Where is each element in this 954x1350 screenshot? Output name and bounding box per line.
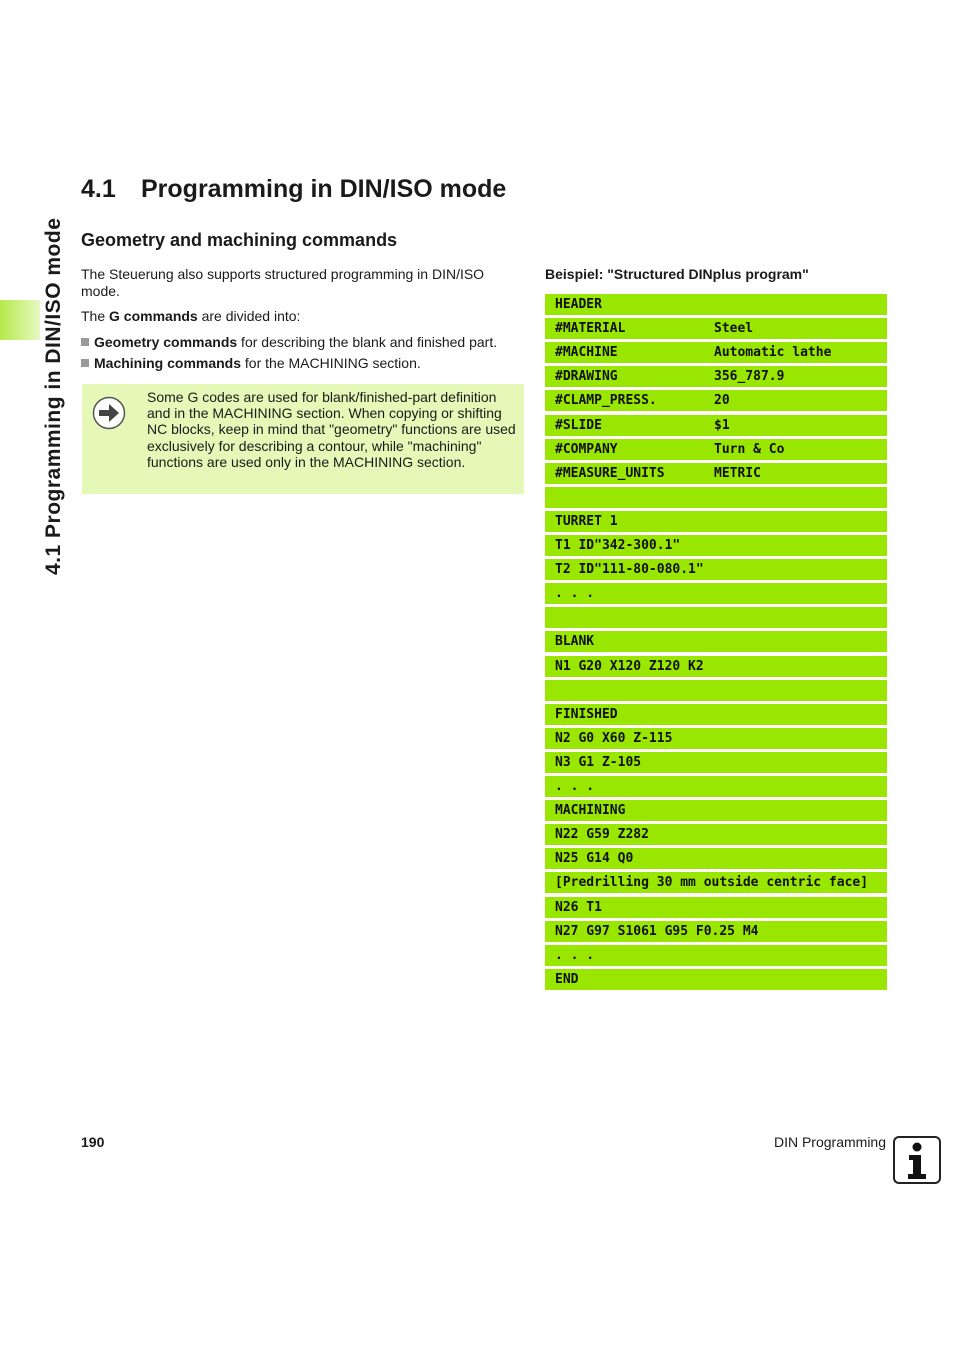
code-line-keyword: #MATERIAL [555,321,626,337]
code-line [545,872,887,893]
arrow-right-icon [92,396,126,430]
info-icon [893,1136,941,1184]
bullet-square-icon [81,338,89,346]
code-line [545,559,887,580]
gcommands-suffix: are divided into: [197,308,301,324]
code-line [545,390,887,411]
code-line-value: Automatic lathe [714,345,832,361]
code-line-keyword: T2 ID"111-80-080.1" [555,562,704,578]
code-line-keyword: END [555,971,579,987]
code-line-keyword: N22 G59 Z282 [555,827,649,843]
chapter-side-title: 4.1 Programming in DIN/ISO mode [42,217,65,575]
note-box [82,384,524,494]
page-title [81,175,506,204]
code-line-keyword: TURRET 1 [555,513,618,529]
code-line [545,800,887,821]
bullet-text: for the MACHINING section. [241,355,421,371]
code-line-keyword: #MEASURE_UNITS [555,465,665,481]
bullet-item [81,355,521,372]
code-line [545,848,887,869]
code-line-value: $1 [714,417,730,433]
code-line [545,318,887,339]
code-line [545,294,887,315]
code-line-keyword: N27 G97 S1061 G95 F0.25 M4 [555,923,759,939]
code-line [545,342,887,363]
code-line [545,415,887,436]
code-line [545,511,887,532]
code-line-keyword: FINISHED [555,706,618,722]
code-line-keyword: N26 T1 [555,899,602,915]
code-line [545,897,887,918]
code-line-value: Steel [714,321,754,337]
code-line [545,487,887,508]
code-line-keyword: MACHINING [555,803,626,819]
code-line-keyword: N25 G14 Q0 [555,851,634,867]
code-line [545,583,887,604]
code-line-keyword: #DRAWING [555,369,618,385]
code-line [545,631,887,652]
code-line [545,969,887,990]
code-line [545,607,887,628]
bullet-item [81,334,521,351]
code-line-keyword: . . . [555,947,595,963]
code-line-keyword: N2 G0 X60 Z-115 [555,730,673,746]
code-line-keyword: . . . [555,779,595,794]
code-line-keyword: HEADER [555,297,602,312]
code-line-keyword: N1 G20 X120 Z120 K2 [555,658,704,674]
gcommands-paragraph [81,308,521,325]
code-line-value: Turn & Co [714,441,785,457]
section-title: Programming in DIN/ISO mode [141,175,507,203]
code-line [545,824,887,845]
code-line [545,656,887,677]
example-label: Beispiel: "Structured DINplus program" [545,266,809,282]
footer-section-title: DIN Programming [773,1134,886,1150]
code-line-value: METRIC [714,465,761,481]
code-line [545,776,887,797]
gcommands-prefix: The [81,308,110,324]
code-line-keyword: . . . [555,586,595,602]
code-line-value: 356_787.9 [714,369,785,385]
code-line-keyword: #COMPANY [555,441,618,457]
code-line [545,945,887,966]
gcommands-bold: G commands [109,308,198,324]
subsection-title: Geometry and machining commands [81,230,398,250]
page-number: 190 [81,1134,105,1150]
code-line-keyword: #SLIDE [555,417,602,433]
bullet-text: for describing the blank and finished part. [237,334,498,350]
code-line [545,728,887,749]
code-line [545,535,887,556]
code-line-keyword: T1 ID"342-300.1" [555,538,681,553]
code-line [545,680,887,701]
code-line-keyword: [Predrilling 30 mm outside centric face] [555,875,869,891]
code-line [545,921,887,942]
note-text: Some G codes are used for blank/finished-part definition and in the MACHINING section. When copying or shifting NC blocks, keep in mind that "geometry" functions are used exclusively for describing a contour, while "machining" functions are used only in the MACHINING section. [147,389,516,470]
code-line [545,752,887,773]
code-line-keyword: BLANK [555,634,595,650]
code-line [545,439,887,460]
code-line [545,366,887,387]
chapter-tab-marker [0,300,40,340]
code-line-keyword: N3 G1 Z-105 [555,754,642,770]
code-line-value: 20 [714,393,730,409]
section-number: 4.1 [81,175,116,203]
code-line [545,704,887,725]
code-line [545,463,887,484]
bullet-bold: Machining commands [94,355,242,371]
code-line-keyword: #MACHINE [555,345,618,361]
bullet-square-icon [81,359,89,367]
intro-paragraph: The Steuerung also supports structured programming in DIN/ISO mode. [81,266,485,299]
code-line-keyword: #CLAMP_PRESS. [555,393,657,409]
bullet-bold: Geometry commands [94,334,238,350]
